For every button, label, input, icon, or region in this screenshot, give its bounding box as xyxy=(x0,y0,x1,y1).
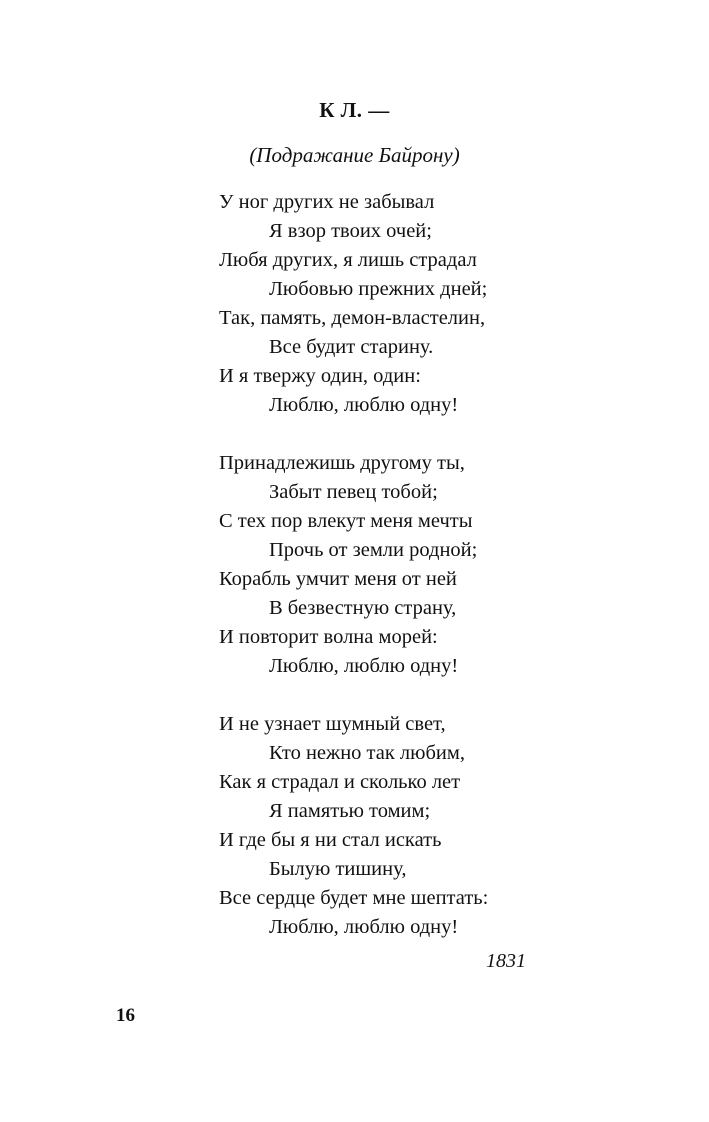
verse-line: Люблю, люблю одну! xyxy=(269,916,459,938)
verse-line: У ног других не забывал xyxy=(219,191,435,213)
verse-line: Любя других, я лишь страдал xyxy=(219,249,477,271)
poem-body xyxy=(219,188,579,971)
verse-line: Прочь от земли родной; xyxy=(269,539,478,561)
verse-line: В безвестную страну, xyxy=(269,597,457,619)
verse-line: Так, память, демон-властелин, xyxy=(219,307,486,329)
verse-line: И где бы я ни стал искать xyxy=(219,829,442,851)
verse-line: Я памятью томим; xyxy=(269,800,431,822)
verse-line: И повторит волна морей: xyxy=(219,626,438,648)
stanza xyxy=(219,710,579,942)
verse-line: Все будит старину. xyxy=(269,336,434,358)
verse-line: Все сердце будет мне шептать: xyxy=(219,887,489,909)
verse-line: Кто нежно так любим, xyxy=(269,742,465,764)
verse-line: И не узнает шумный свет, xyxy=(219,713,446,735)
verse-line: Любовью прежних дней; xyxy=(269,278,488,300)
page-number: 16 xyxy=(116,1005,135,1026)
poem-date: 1831 xyxy=(486,950,526,972)
verse-line: И я твержу один, один: xyxy=(219,365,421,387)
verse-line: Принадлежишь другому ты, xyxy=(219,452,465,474)
verse-line: Я взор твоих очей; xyxy=(269,220,432,242)
stanza xyxy=(219,188,579,420)
verse-line: Былую тишину, xyxy=(269,858,407,880)
verse-line: Как я страдал и сколько лет xyxy=(219,771,461,793)
poem-title: К Л. — xyxy=(319,98,390,122)
verse-line: Люблю, люблю одну! xyxy=(269,394,459,416)
verse-line: Забыт певец тобой; xyxy=(269,481,438,503)
verse-line: Корабль умчит меня от ней xyxy=(219,568,457,590)
poem-subtitle: (Подражание Байрону) xyxy=(249,143,460,167)
verse-line: С тех пор влекут меня мечты xyxy=(219,510,473,532)
stanza xyxy=(219,449,579,681)
verse-line: Люблю, люблю одну! xyxy=(269,655,459,677)
